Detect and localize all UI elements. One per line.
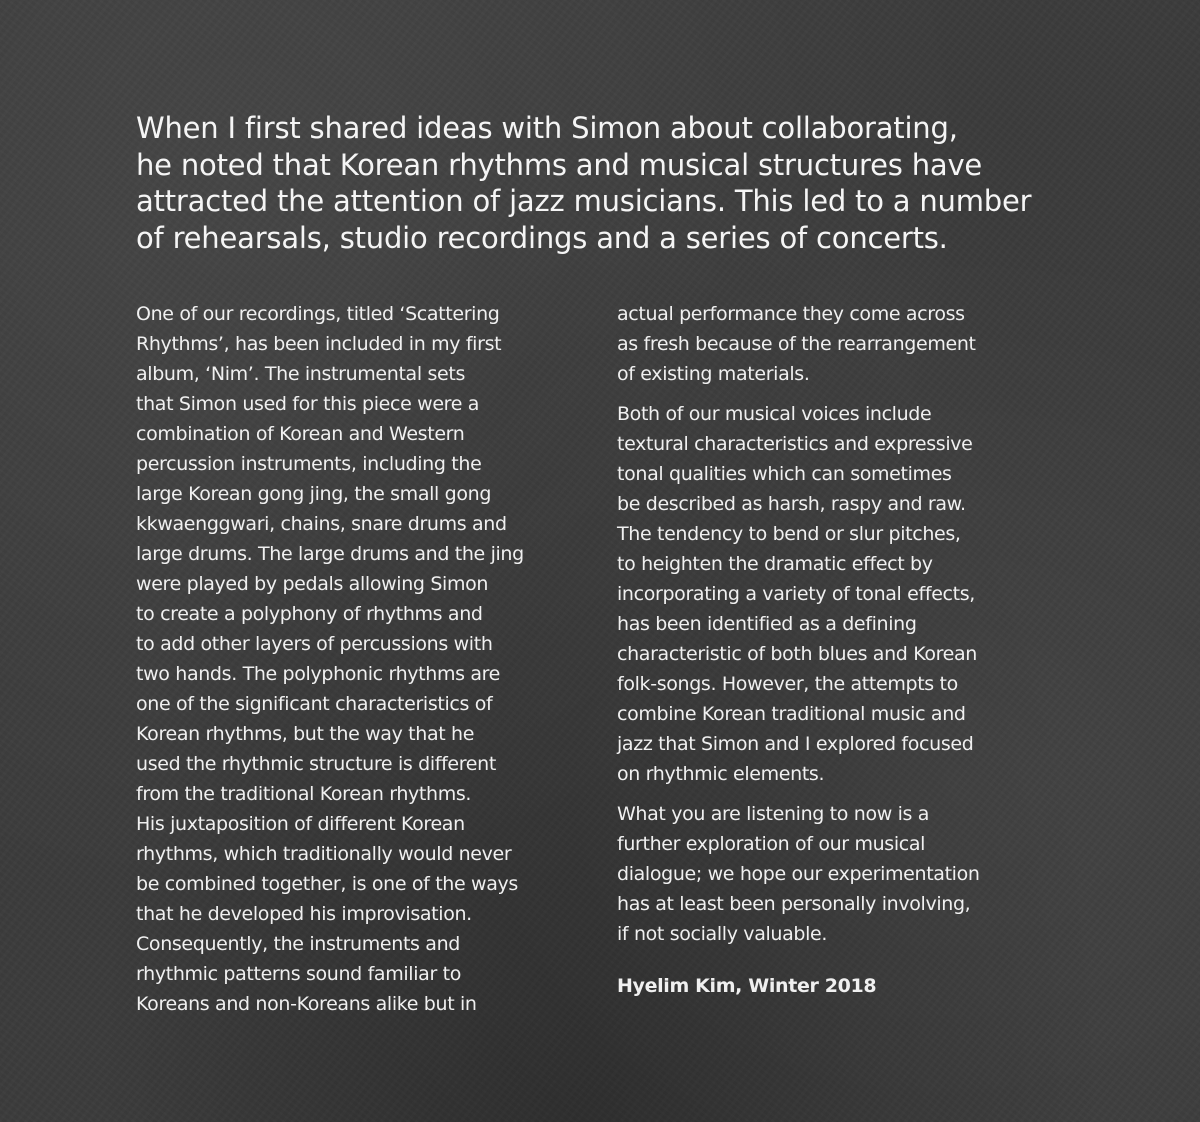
text-line: actual performance they come across: [617, 303, 965, 325]
text-line: album, ‘Nim’. The instrumental sets: [136, 363, 466, 385]
intro-line-3: attracted the attention of jazz musicians. This led to a number: [136, 184, 1032, 218]
text-line: from the traditional Korean rhythms.: [136, 783, 472, 805]
text-line: Koreans and non-Koreans alike but in: [136, 993, 477, 1015]
intro-line-2: he noted that Korean rhythms and musical structures have: [136, 147, 983, 182]
text-line: Korean rhythms, but the way that he: [136, 723, 475, 745]
right-column: [617, 299, 1057, 1011]
text-line: Rhythms’, has been included in my first: [136, 333, 502, 355]
text-line: The tendency to bend or slur pitches,: [617, 523, 961, 545]
text-line: as fresh because of the rearrangement: [617, 333, 976, 355]
text-line: Consequently, the instruments and: [136, 933, 460, 955]
text-line: percussion instruments, including the: [136, 453, 482, 475]
text-line: One of our recordings, titled ‘Scattering: [136, 303, 500, 325]
text-line: large drums. The large drums and the jing: [136, 543, 524, 565]
text-line: textural characteristics and expressive: [617, 433, 973, 455]
text-line: jazz that Simon and I explored focused: [617, 733, 974, 755]
text-line: folk-songs. However, the attempts to: [617, 673, 958, 695]
text-line: kkwaenggwari, chains, snare drums and: [136, 513, 507, 535]
text-line: His juxtaposition of different Korean: [136, 813, 465, 835]
text-line: Both of our musical voices include: [617, 403, 932, 425]
text-line: if not socially valuable.: [617, 923, 828, 945]
left-paragraph: [136, 299, 576, 1019]
right-paragraph-3: [617, 799, 1057, 949]
text-line: has at least been personally involving,: [617, 893, 971, 915]
text-line: used the rhythmic structure is different: [136, 753, 496, 775]
text-line: on rhythmic elements.: [617, 763, 825, 785]
text-line: incorporating a variety of tonal effects,: [617, 583, 975, 605]
text-line: two hands. The polyphonic rhythms are: [136, 663, 501, 685]
text-line: to add other layers of percussions with: [136, 633, 493, 655]
text-line: to heighten the dramatic effect by: [617, 553, 933, 575]
intro-line-4: of rehearsals, studio recordings and a series of concerts.: [136, 220, 948, 255]
text-line: combination of Korean and Western: [136, 423, 465, 445]
right-paragraph-1: [617, 299, 1057, 389]
text-line: has been identified as a defining: [617, 613, 917, 635]
text-line: be combined together, is one of the ways: [136, 873, 518, 895]
text-line: further exploration of our musical: [617, 833, 926, 855]
text-line: of existing materials.: [617, 363, 810, 385]
text-line: What you are listening to now is a: [617, 803, 930, 825]
right-paragraph-2: [617, 399, 1057, 789]
text-line: that Simon used for this piece were a: [136, 393, 480, 415]
left-column: [136, 299, 576, 1029]
text-line: one of the significant characteristics of: [136, 693, 493, 715]
intro-paragraph: [136, 110, 1086, 256]
text-line: dialogue; we hope our experimentation: [617, 863, 980, 885]
text-line: characteristic of both blues and Korean: [617, 643, 977, 665]
text-line: be described as harsh, raspy and raw.: [617, 493, 966, 515]
intro-line-1: When I first shared ideas with Simon about collaborating,: [136, 111, 958, 145]
text-line: tonal qualities which can sometimes: [617, 463, 952, 485]
author-signature: Hyelim Kim, Winter 2018: [617, 975, 877, 997]
text-line: rhythms, which traditionally would never: [136, 843, 512, 865]
text-line: that he developed his improvisation.: [136, 903, 472, 925]
text-line: rhythmic patterns sound familiar to: [136, 963, 461, 985]
text-line: were played by pedals allowing Simon: [136, 573, 489, 595]
text-line: to create a polyphony of rhythms and: [136, 603, 483, 625]
text-line: combine Korean traditional music and: [617, 703, 966, 725]
text-line: large Korean gong jing, the small gong: [136, 483, 492, 505]
